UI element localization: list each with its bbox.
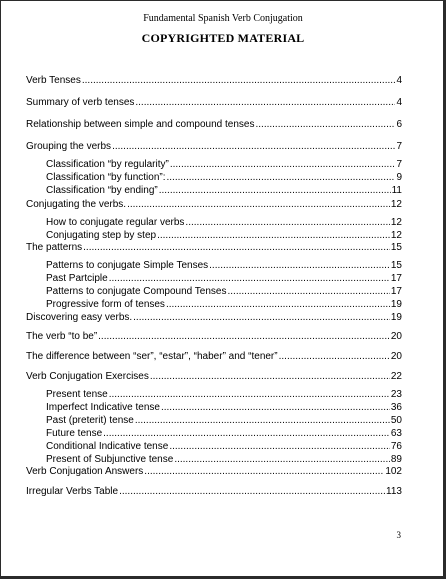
dot-leader [185, 217, 389, 228]
toc-subentry-by-function [46, 172, 402, 186]
toc-subentry-progressive-form [46, 299, 402, 313]
toc-entry-irregular-verbs-table [26, 486, 402, 500]
toc-entry-label: Past Partciple [46, 273, 108, 284]
toc-entry-label: Future tense [46, 428, 103, 439]
toc-entry-page: 17 [390, 286, 402, 297]
dot-leader [98, 331, 390, 342]
toc-entry-page: 102 [385, 466, 402, 477]
toc-entry-label: Past (preterit) tense [46, 415, 134, 426]
toc-entry-grouping-the-verbs [26, 141, 402, 155]
toc-entry-label: The verb “to be” [26, 331, 98, 342]
toc-entry-page: 50 [390, 415, 402, 426]
toc-entry-page: 12 [390, 217, 402, 228]
toc-entry-label: Grouping the verbs [26, 141, 112, 152]
dot-leader [109, 273, 390, 284]
toc-entry-page: 7 [396, 141, 402, 152]
dot-leader [103, 428, 390, 439]
toc-entry-page: 23 [390, 389, 402, 400]
dot-leader [144, 466, 384, 477]
toc-entry-page: 22 [390, 371, 402, 382]
toc-entry-label: Relationship between simple and compound tenses [26, 119, 255, 130]
dot-leader [83, 242, 390, 253]
toc-entry-page: 20 [390, 331, 402, 342]
toc-entry-verb-tenses [26, 75, 402, 89]
dot-leader [112, 141, 395, 152]
toc-entry-discovering-easy-verbs [26, 312, 402, 326]
dot-leader [157, 230, 390, 241]
toc-entry-page: 36 [390, 402, 402, 413]
toc-subentry-imperfect-indicative [46, 402, 402, 416]
toc-entry-verb-conjugation-exercises [26, 371, 402, 385]
toc-entry-label: Patterns to conjugate Simple Tenses [46, 260, 209, 271]
toc-entry-ser-estar-haber-tener [26, 351, 402, 365]
dot-leader [127, 199, 390, 210]
toc-entry-page: 7 [396, 159, 402, 170]
dot-leader [169, 441, 390, 452]
toc-entry-label: Verb Conjugation Answers [26, 466, 144, 477]
toc-entry-label: Progressive form of tenses [46, 299, 165, 310]
toc-entry-page: 76 [390, 441, 402, 452]
toc-entry-verb-conjugation-answers [26, 466, 402, 480]
toc-entry-label: Summary of verb tenses [26, 97, 135, 108]
toc-entry-page: 19 [390, 312, 402, 323]
toc-entry-page: 11 [391, 185, 402, 196]
toc-entry-page: 4 [396, 75, 402, 86]
toc-entry-label: Imperfect Indicative tense [46, 402, 160, 413]
toc-entry-label: Patterns to conjugate Compound Tenses [46, 286, 227, 297]
toc-entry-label: Present of Subjunctive tense [46, 454, 174, 465]
toc-subentry-present-tense [46, 389, 402, 403]
toc-entry-conjugating-the-verbs [26, 199, 402, 213]
toc-subentry-by-ending [46, 185, 402, 199]
toc-entry-label: Present tense [46, 389, 108, 400]
toc-entry-label: The patterns [26, 242, 83, 253]
copyright-notice: COPYRIGHTED MATERIAL [141, 31, 305, 45]
toc-subentry-future-tense [46, 428, 402, 442]
dot-leader [279, 351, 390, 362]
toc-entry-page: 113 [386, 486, 402, 497]
toc-entry-label: Discovering easy verbs. [26, 312, 133, 323]
toc-entry-page: 20 [390, 351, 402, 362]
toc-entry-label: Verb Conjugation Exercises [26, 371, 149, 382]
toc-entry-page: 63 [390, 428, 402, 439]
dot-leader [159, 185, 391, 196]
running-head: Fundamental Spanish Verb Conjugation [143, 13, 303, 24]
toc-entry-label: Conditional Indicative tense [46, 441, 169, 452]
toc-entry-page: 15 [390, 242, 402, 253]
toc-entry-label: Classification “by function”: [46, 172, 166, 183]
toc-entry-page: 15 [390, 260, 402, 271]
toc-entry-label: The difference between “ser”, “estar”, “haber” and “tener” [26, 351, 278, 362]
dot-leader [255, 119, 395, 130]
dot-leader [135, 415, 390, 426]
toc-entry-verb-to-be [26, 331, 402, 345]
toc-entry-label: Classification “by regularity” [46, 159, 169, 170]
toc-entry-page: 12 [390, 230, 402, 241]
toc-entry-page: 9 [396, 172, 402, 183]
toc-entry-summary-of-verb-tenses [26, 97, 402, 111]
toc-entry-the-patterns [26, 242, 402, 256]
dot-leader [228, 286, 390, 297]
toc-entry-relationship [26, 119, 402, 133]
toc-entry-page: 17 [390, 273, 402, 284]
toc-entry-label: Conjugating step by step [46, 230, 157, 241]
dot-leader [166, 299, 390, 310]
toc-subentry-conditional-indicative [46, 441, 402, 455]
toc-subentry-past-participle [46, 273, 402, 287]
toc-entry-label: How to conjugate regular verbs [46, 217, 185, 228]
toc-entry-page: 89 [390, 454, 402, 465]
toc-entry-label: Classification “by ending” [46, 185, 158, 196]
toc-entry-label: Verb Tenses [26, 75, 81, 86]
dot-leader [167, 172, 396, 183]
dot-leader [109, 389, 390, 400]
toc-entry-page: 19 [390, 299, 402, 310]
dot-leader [161, 402, 390, 413]
dot-leader [150, 371, 390, 382]
page-number: 3 [396, 530, 401, 540]
toc-entry-page: 6 [396, 119, 402, 130]
toc-entry-label: Irregular Verbs Table [26, 486, 119, 497]
toc-subentry-simple-tenses [46, 260, 402, 274]
dot-leader [170, 159, 396, 170]
dot-leader [174, 454, 390, 465]
toc-entry-page: 4 [396, 97, 402, 108]
toc-subentry-conjugate-regular [46, 217, 402, 231]
toc-entry-page: 12 [390, 199, 402, 210]
toc-subentry-compound-tenses [46, 286, 402, 300]
toc-subentry-past-preterit [46, 415, 402, 429]
toc-entry-label: Conjugating the verbs. [26, 199, 127, 210]
dot-leader [82, 75, 396, 86]
dot-leader [133, 312, 390, 323]
dot-leader [135, 97, 395, 108]
dot-leader [209, 260, 390, 271]
dot-leader [119, 486, 385, 497]
toc-subentry-by-regularity [46, 159, 402, 173]
